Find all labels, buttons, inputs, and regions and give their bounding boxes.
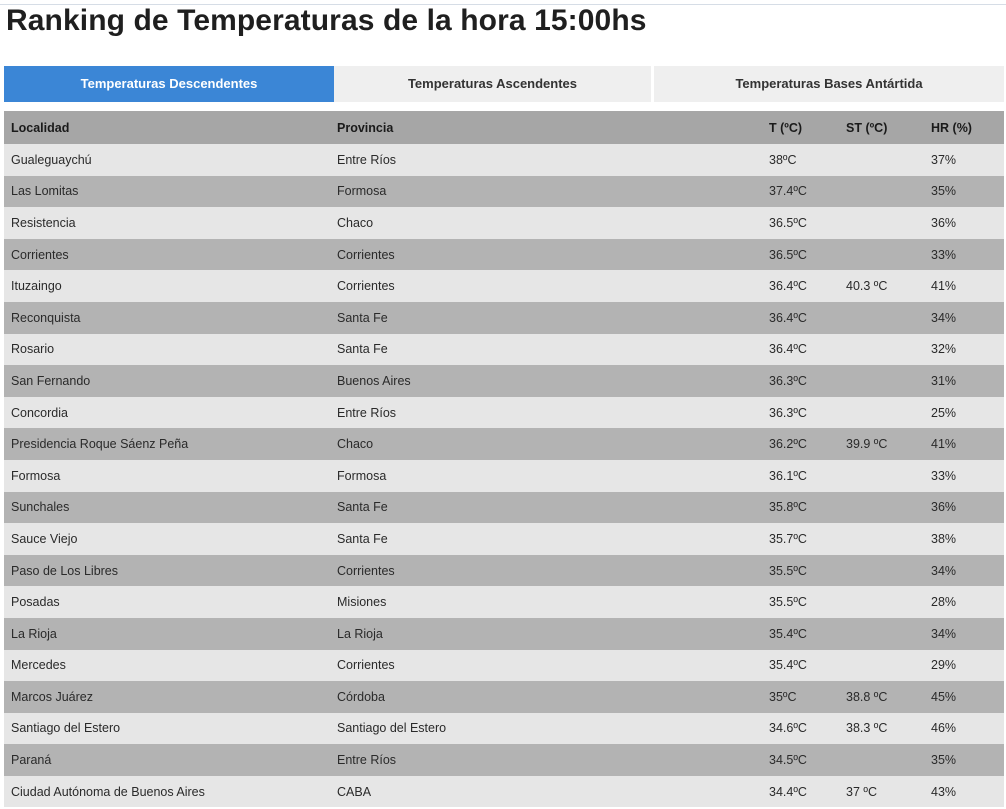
cell-localidad: Ituzaingo [4, 270, 330, 302]
table-row [4, 523, 1004, 555]
cell-provincia: Corrientes [330, 555, 762, 587]
cell-temperatura: 35.4ºC [762, 618, 839, 650]
cell-provincia: Corrientes [330, 650, 762, 682]
table-row [4, 586, 1004, 618]
tab-temperaturas-descendentes[interactable]: Temperaturas Descendentes [4, 66, 334, 102]
cell-humedad: 25% [924, 397, 1004, 429]
table-row [4, 776, 1004, 808]
table-row [4, 239, 1004, 271]
cell-localidad: Paso de Los Libres [4, 555, 330, 587]
cell-temperatura: 36.3ºC [762, 397, 839, 429]
cell-temperatura: 34.6ºC [762, 713, 839, 745]
cell-humedad: 46% [924, 713, 1004, 745]
tab-bar [4, 66, 1004, 102]
column-header-localidad: Localidad [4, 111, 330, 144]
cell-sensacion-termica [839, 397, 924, 429]
table-row [4, 176, 1004, 208]
cell-localidad: Marcos Juárez [4, 681, 330, 713]
column-header-temperatura: T (ºC) [762, 111, 839, 144]
cell-temperatura: 36.4ºC [762, 270, 839, 302]
cell-temperatura: 38ºC [762, 144, 839, 176]
column-header-humedad: HR (%) [924, 111, 1004, 144]
cell-provincia: CABA [330, 776, 762, 808]
cell-provincia: La Rioja [330, 618, 762, 650]
cell-temperatura: 35.7ºC [762, 523, 839, 555]
table-row [4, 302, 1004, 334]
cell-provincia: Entre Ríos [330, 397, 762, 429]
table-row [4, 334, 1004, 366]
cell-provincia: Formosa [330, 176, 762, 208]
cell-localidad: Mercedes [4, 650, 330, 682]
cell-sensacion-termica: 38.8 ºC [839, 681, 924, 713]
cell-provincia: Misiones [330, 586, 762, 618]
cell-temperatura: 35.8ºC [762, 492, 839, 524]
cell-provincia: Chaco [330, 428, 762, 460]
cell-humedad: 34% [924, 302, 1004, 334]
cell-provincia: Formosa [330, 460, 762, 492]
cell-sensacion-termica [839, 523, 924, 555]
tab-temperaturas-bases-antartida[interactable]: Temperaturas Bases Antártida [654, 66, 1004, 102]
cell-sensacion-termica [839, 618, 924, 650]
cell-humedad: 36% [924, 492, 1004, 524]
table-row [4, 365, 1004, 397]
page-title: Ranking de Temperaturas de la hora 15:00hs [6, 4, 647, 37]
cell-sensacion-termica [839, 207, 924, 239]
cell-humedad: 45% [924, 681, 1004, 713]
cell-humedad: 37% [924, 144, 1004, 176]
cell-provincia: Santa Fe [330, 492, 762, 524]
table-row [4, 713, 1004, 745]
cell-localidad: La Rioja [4, 618, 330, 650]
cell-temperatura: 35.5ºC [762, 555, 839, 587]
cell-provincia: Santa Fe [330, 334, 762, 366]
cell-humedad: 36% [924, 207, 1004, 239]
cell-temperatura: 36.3ºC [762, 365, 839, 397]
cell-sensacion-termica [839, 744, 924, 776]
cell-humedad: 29% [924, 650, 1004, 682]
cell-humedad: 33% [924, 460, 1004, 492]
cell-sensacion-termica [839, 176, 924, 208]
cell-temperatura: 34.4ºC [762, 776, 839, 808]
table-row [4, 744, 1004, 776]
cell-localidad: Concordia [4, 397, 330, 429]
cell-temperatura: 36.4ºC [762, 334, 839, 366]
cell-provincia: Chaco [330, 207, 762, 239]
cell-localidad: Sunchales [4, 492, 330, 524]
cell-provincia: Corrientes [330, 270, 762, 302]
cell-sensacion-termica [839, 555, 924, 587]
cell-localidad: Paraná [4, 744, 330, 776]
cell-sensacion-termica [839, 302, 924, 334]
table-row [4, 207, 1004, 239]
cell-localidad: Posadas [4, 586, 330, 618]
temperature-ranking-table [4, 111, 1004, 807]
cell-sensacion-termica [839, 492, 924, 524]
cell-humedad: 33% [924, 239, 1004, 271]
cell-temperatura: 34.5ºC [762, 744, 839, 776]
table-row [4, 397, 1004, 429]
cell-localidad: Santiago del Estero [4, 713, 330, 745]
table-row [4, 144, 1004, 176]
column-header-provincia: Provincia [330, 111, 762, 144]
cell-sensacion-termica [839, 650, 924, 682]
cell-sensacion-termica: 39.9 ºC [839, 428, 924, 460]
table-row [4, 270, 1004, 302]
table-row [4, 618, 1004, 650]
cell-localidad: Resistencia [4, 207, 330, 239]
cell-provincia: Córdoba [330, 681, 762, 713]
cell-temperatura: 36.1ºC [762, 460, 839, 492]
table-header-row [4, 111, 1004, 144]
column-header-sensacion-termica: ST (ºC) [839, 111, 924, 144]
table-row [4, 650, 1004, 682]
cell-humedad: 34% [924, 618, 1004, 650]
cell-provincia: Buenos Aires [330, 365, 762, 397]
cell-humedad: 34% [924, 555, 1004, 587]
cell-localidad: Gualeguaychú [4, 144, 330, 176]
cell-humedad: 41% [924, 270, 1004, 302]
cell-humedad: 35% [924, 744, 1004, 776]
cell-sensacion-termica [839, 334, 924, 366]
cell-temperatura: 35.4ºC [762, 650, 839, 682]
cell-sensacion-termica: 38.3 ºC [839, 713, 924, 745]
cell-humedad: 32% [924, 334, 1004, 366]
cell-temperatura: 36.5ºC [762, 239, 839, 271]
cell-provincia: Santa Fe [330, 523, 762, 555]
table-row [4, 681, 1004, 713]
cell-provincia: Entre Ríos [330, 744, 762, 776]
cell-provincia: Santa Fe [330, 302, 762, 334]
cell-humedad: 35% [924, 176, 1004, 208]
cell-humedad: 43% [924, 776, 1004, 808]
cell-humedad: 38% [924, 523, 1004, 555]
cell-sensacion-termica: 40.3 ºC [839, 270, 924, 302]
cell-temperatura: 36.5ºC [762, 207, 839, 239]
cell-temperatura: 37.4ºC [762, 176, 839, 208]
cell-provincia: Corrientes [330, 239, 762, 271]
cell-sensacion-termica [839, 460, 924, 492]
cell-provincia: Entre Ríos [330, 144, 762, 176]
table-body [4, 144, 1004, 807]
cell-localidad: San Fernando [4, 365, 330, 397]
cell-localidad: Formosa [4, 460, 330, 492]
cell-temperatura: 36.2ºC [762, 428, 839, 460]
cell-temperatura: 36.4ºC [762, 302, 839, 334]
cell-sensacion-termica: 37 ºC [839, 776, 924, 808]
cell-localidad: Reconquista [4, 302, 330, 334]
table-row [4, 555, 1004, 587]
table-row [4, 428, 1004, 460]
cell-temperatura: 35.5ºC [762, 586, 839, 618]
cell-humedad: 28% [924, 586, 1004, 618]
cell-sensacion-termica [839, 239, 924, 271]
cell-sensacion-termica [839, 365, 924, 397]
cell-temperatura: 35ºC [762, 681, 839, 713]
cell-humedad: 41% [924, 428, 1004, 460]
cell-localidad: Corrientes [4, 239, 330, 271]
cell-localidad: Sauce Viejo [4, 523, 330, 555]
cell-localidad: Rosario [4, 334, 330, 366]
cell-sensacion-termica [839, 144, 924, 176]
table-row [4, 492, 1004, 524]
cell-provincia: Santiago del Estero [330, 713, 762, 745]
cell-localidad: Las Lomitas [4, 176, 330, 208]
cell-localidad: Ciudad Autónoma de Buenos Aires [4, 776, 330, 808]
tab-temperaturas-ascendentes[interactable]: Temperaturas Ascendentes [334, 66, 654, 102]
cell-humedad: 31% [924, 365, 1004, 397]
cell-localidad: Presidencia Roque Sáenz Peña [4, 428, 330, 460]
table-row [4, 460, 1004, 492]
cell-sensacion-termica [839, 586, 924, 618]
